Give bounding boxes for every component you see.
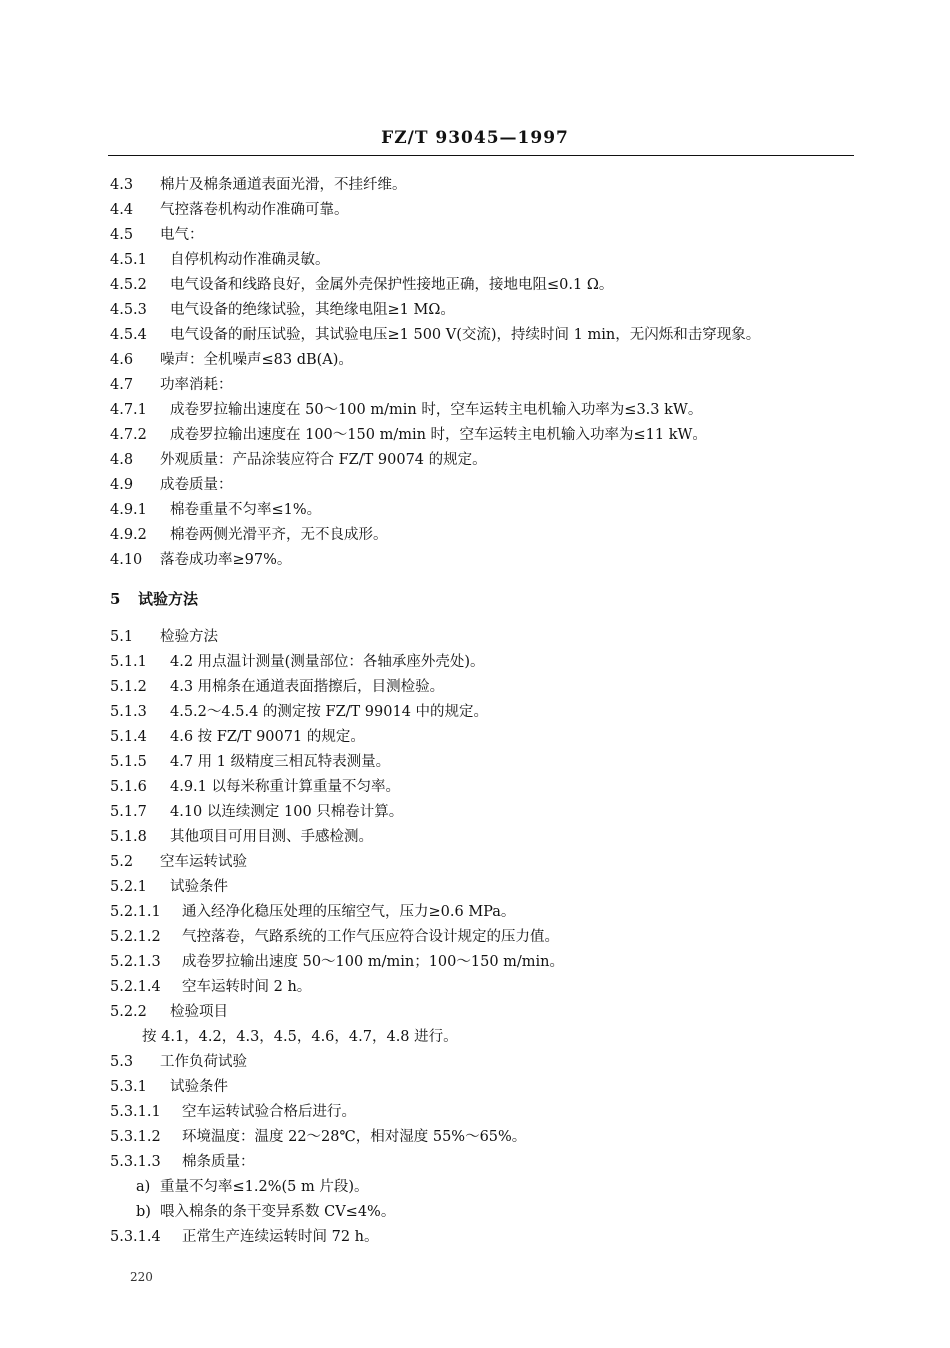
clause-5-2-1-4 xyxy=(110,978,311,996)
clause-text: 棉片及棉条通道表面光滑，不挂纤维。 xyxy=(160,177,407,193)
clause-5-1 xyxy=(110,628,218,646)
clause-number: 4.9.2 xyxy=(110,527,147,543)
clause-number: 5.2.1.4 xyxy=(110,979,161,995)
clause-5-3 xyxy=(110,1053,247,1071)
clause-4-5-2 xyxy=(110,276,613,294)
clause-text: 空车运转试验 xyxy=(160,854,247,870)
clause-4-9 xyxy=(110,476,233,494)
list-item-b xyxy=(136,1203,395,1221)
clause-text: 4.2 用点温计测量(测量部位：各轴承座外壳处)。 xyxy=(170,654,485,670)
clause-5-2-2-body xyxy=(142,1028,458,1046)
clause-5-2-1-3 xyxy=(110,953,564,971)
clause-text: 4.9.1 以每米称重计算重量不匀率。 xyxy=(170,779,401,795)
clause-4-5-4 xyxy=(110,326,760,344)
clause-number: 4.10 xyxy=(110,552,143,568)
clause-text: 检验项目 xyxy=(170,1004,228,1020)
section-number: 5 xyxy=(110,590,121,608)
clause-number: 4.3 xyxy=(110,177,134,193)
clause-text: 外观质量：产品涂装应符合 FZ/T 90074 的规定。 xyxy=(160,452,487,468)
clause-4-10 xyxy=(110,551,291,569)
clause-4-8 xyxy=(110,451,487,469)
clause-text: 4.10 以连续测定 100 只棉卷计算。 xyxy=(170,804,404,820)
clause-text: 功率消耗： xyxy=(160,377,233,393)
clause-text: 成卷罗拉输出速度 50～100 m/min；100～150 m/min。 xyxy=(182,954,565,970)
clause-4-7 xyxy=(110,376,233,394)
clause-number: 5.2.1.3 xyxy=(110,954,161,970)
clause-text: 电气设备的绝缘试验，其绝缘电阻≥1 MΩ。 xyxy=(170,302,455,318)
clause-number: 4.6 xyxy=(110,352,134,368)
clause-text: 试验条件 xyxy=(170,1079,228,1095)
clause-text: 正常生产连续运转时间 72 h。 xyxy=(182,1229,379,1245)
clause-4-7-2 xyxy=(110,426,707,444)
clause-number: 4.9.1 xyxy=(110,502,147,518)
clause-text: 电气设备和线路良好，金属外壳保护性接地正确，接地电阻≤0.1 Ω。 xyxy=(170,277,614,293)
list-text: 重量不匀率≤1.2%(5 m 片段)。 xyxy=(160,1179,369,1195)
clause-number: 5.3.1 xyxy=(110,1079,147,1095)
clause-text: 4.3 用棉条在通道表面揩擦后，目测检验。 xyxy=(170,679,445,695)
clause-4-5-1 xyxy=(110,251,330,269)
list-marker: b) xyxy=(136,1204,151,1220)
clause-text: 其他项目可用目测、手感检测。 xyxy=(170,829,373,845)
clause-number: 5.1.4 xyxy=(110,729,147,745)
clause-text: 通入经净化稳压处理的压缩空气，压力≥0.6 MPa。 xyxy=(182,904,516,920)
clause-5-3-1 xyxy=(110,1078,228,1096)
clause-text: 空车运转时间 2 h。 xyxy=(182,979,312,995)
clause-5-1-8 xyxy=(110,828,373,846)
clause-text: 试验条件 xyxy=(170,879,228,895)
clause-text: 电气： xyxy=(160,227,204,243)
clause-5-1-6 xyxy=(110,778,400,796)
section-5-heading xyxy=(110,590,198,608)
clause-number: 4.4 xyxy=(110,202,134,218)
clause-number: 5.1.1 xyxy=(110,654,147,670)
clause-number: 5.2.2 xyxy=(110,1004,147,1020)
clause-number: 5.3.1.4 xyxy=(110,1229,161,1245)
clause-5-3-1-2 xyxy=(110,1128,526,1146)
clause-5-1-2 xyxy=(110,678,444,696)
clause-5-1-5 xyxy=(110,753,390,771)
clause-text: 噪声：全机噪声≤83 dB(A)。 xyxy=(160,352,353,368)
section-title: 试验方法 xyxy=(138,590,199,608)
clause-text: 棉条质量： xyxy=(182,1154,255,1170)
clause-number: 4.5.1 xyxy=(110,252,147,268)
clause-number: 5.3.1.2 xyxy=(110,1129,161,1145)
clause-number: 4.9 xyxy=(110,477,134,493)
clause-number: 5.1.8 xyxy=(110,829,147,845)
clause-5-2-1-2 xyxy=(110,928,559,946)
clause-number: 4.5.4 xyxy=(110,327,147,343)
clause-5-1-3 xyxy=(110,703,488,721)
clause-text: 成卷质量： xyxy=(160,477,233,493)
clause-4-4 xyxy=(110,201,349,219)
clause-number: 5.3.1.1 xyxy=(110,1104,161,1120)
clause-text: 电气设备的耐压试验，其试验电压≥1 500 V(交流)，持续时间 1 min，无闪烁和击穿现象。 xyxy=(170,327,761,343)
clause-text: 空车运转试验合格后进行。 xyxy=(182,1104,356,1120)
clause-text: 环境温度：温度 22～28℃，相对湿度 55%～65%。 xyxy=(182,1129,527,1145)
clause-5-1-1 xyxy=(110,653,484,671)
header-rule xyxy=(108,155,854,156)
clause-text: 成卷罗拉输出速度在 100～150 m/min 时，空车运转主电机输入功率为≤11 kW。 xyxy=(170,427,707,443)
clause-4-5-3 xyxy=(110,301,455,319)
clause-text: 落卷成功率≥97%。 xyxy=(160,552,292,568)
list-marker: a) xyxy=(136,1179,151,1195)
clause-number: 5.1.7 xyxy=(110,804,147,820)
clause-number: 4.5.2 xyxy=(110,277,147,293)
clause-5-3-1-1 xyxy=(110,1103,356,1121)
clause-5-3-1-4 xyxy=(110,1228,379,1246)
clause-text: 成卷罗拉输出速度在 50～100 m/min 时，空车运转主电机输入功率为≤3.3 kW。 xyxy=(170,402,703,418)
clause-5-2-2 xyxy=(110,1003,228,1021)
clause-text: 气控落卷机构动作准确可靠。 xyxy=(160,202,349,218)
clause-text: 棉卷重量不匀率≤1%。 xyxy=(170,502,322,518)
document-header: FZ/T 93045—1997 xyxy=(381,128,569,148)
clause-number: 5.2 xyxy=(110,854,134,870)
clause-text: 自停机构动作准确灵敏。 xyxy=(170,252,330,268)
clause-number: 4.8 xyxy=(110,452,134,468)
clause-5-3-1-3 xyxy=(110,1153,255,1171)
clause-5-1-7 xyxy=(110,803,403,821)
clause-4-9-2 xyxy=(110,526,388,544)
clause-4-3 xyxy=(110,176,407,194)
clause-text: 检验方法 xyxy=(160,629,218,645)
clause-number: 5.2.1.2 xyxy=(110,929,161,945)
clause-text: 棉卷两侧光滑平齐，无不良成形。 xyxy=(170,527,388,543)
clause-number: 5.1.3 xyxy=(110,704,147,720)
clause-4-6 xyxy=(110,351,353,369)
page-number: 220 xyxy=(130,1270,153,1284)
clause-text: 工作负荷试验 xyxy=(160,1054,247,1070)
clause-number: 5.3 xyxy=(110,1054,134,1070)
clause-number: 4.7.1 xyxy=(110,402,147,418)
clause-number: 5.2.1 xyxy=(110,879,147,895)
clause-number: 5.1.2 xyxy=(110,679,147,695)
clause-text: 4.7 用 1 级精度三相瓦特表测量。 xyxy=(170,754,391,770)
clause-number: 4.7.2 xyxy=(110,427,147,443)
clause-number: 4.5.3 xyxy=(110,302,147,318)
clause-text: 按 4.1，4.2，4.3，4.5，4.6，4.7，4.8 进行。 xyxy=(142,1029,458,1045)
clause-number: 5.1.6 xyxy=(110,779,147,795)
clause-number: 5.3.1.3 xyxy=(110,1154,161,1170)
clause-5-2-1 xyxy=(110,878,228,896)
list-text: 喂入棉条的条干变异系数 CV≤4%。 xyxy=(160,1204,396,1220)
clause-number: 4.7 xyxy=(110,377,134,393)
clause-text: 气控落卷，气路系统的工作气压应符合设计规定的压力值。 xyxy=(182,929,559,945)
clause-4-7-1 xyxy=(110,401,702,419)
clause-4-5 xyxy=(110,226,204,244)
clause-text: 4.6 按 FZ/T 90071 的规定。 xyxy=(170,729,365,745)
list-item-a xyxy=(136,1178,369,1196)
clause-number: 5.1 xyxy=(110,629,134,645)
clause-number: 5.1.5 xyxy=(110,754,147,770)
clause-5-2-1-1 xyxy=(110,903,515,921)
clause-text: 4.5.2～4.5.4 的测定按 FZ/T 99014 中的规定。 xyxy=(170,704,489,720)
clause-5-1-4 xyxy=(110,728,365,746)
clause-5-2 xyxy=(110,853,247,871)
clause-4-9-1 xyxy=(110,501,321,519)
clause-number: 4.5 xyxy=(110,227,134,243)
clause-number: 5.2.1.1 xyxy=(110,904,161,920)
